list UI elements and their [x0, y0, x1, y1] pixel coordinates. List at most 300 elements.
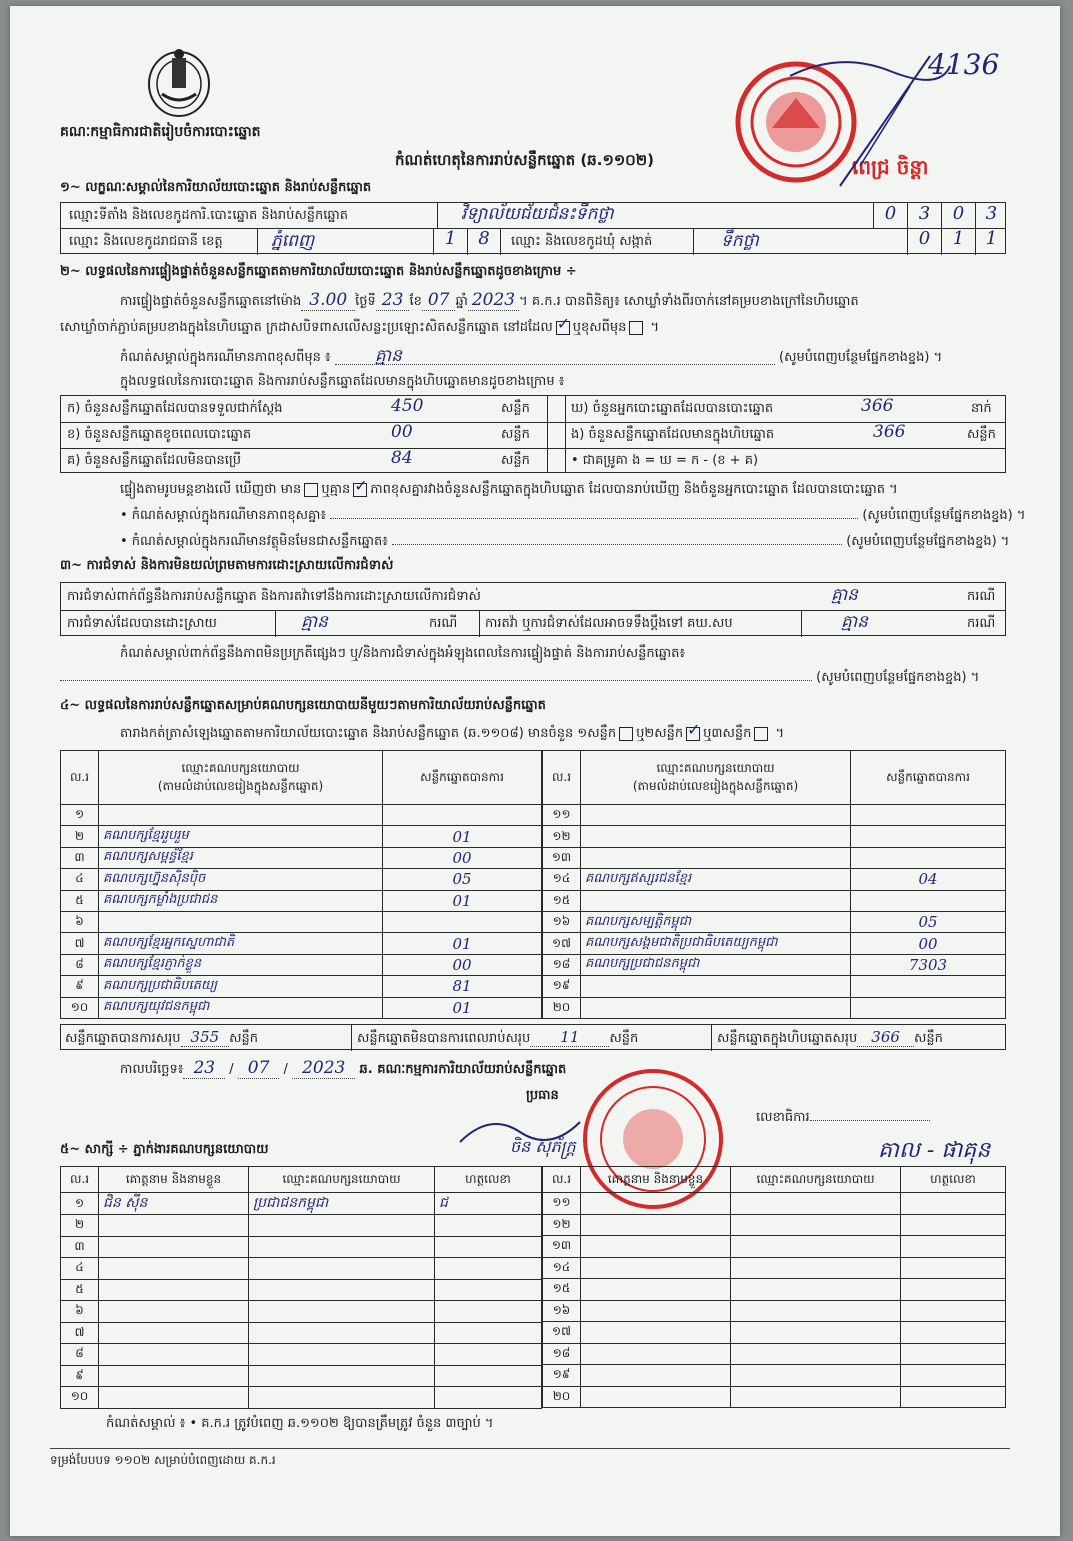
witness-row — [543, 1365, 1006, 1387]
col-sign-header: ហត្ថលេខា — [435, 1167, 542, 1193]
row-number: ៣ — [61, 1236, 99, 1258]
row-number: ៨ — [61, 1344, 99, 1366]
results-table-left — [60, 750, 542, 1019]
diff-no-checkbox[interactable] — [353, 483, 367, 497]
code-digit: 1 — [941, 228, 975, 255]
result-row — [61, 805, 542, 826]
count-table — [60, 395, 1006, 473]
objection-label: ការជំទាស់ពាក់ព័ន្ធនឹងការរាប់សន្លឹកឆ្នោត និងការតវ៉ាទៅនឹងការដោះស្រាយលើការជំទាស់ — [67, 589, 481, 604]
verify-line2: សោឃ្លាំចាក់ភ្ជាប់គម្របខាងក្នុងនៃហិបឆ្នោត ក្រដាសបិទពាសលើសន្លះប្រឡោះសិតសន្លឹកឆ្នោត នៅដដែល✓ ឬខុសពីមុន ។ — [60, 320, 659, 336]
count-b-unit: សន្លឹក — [501, 427, 530, 442]
row-number: ៧ — [61, 1322, 99, 1344]
witness-party — [249, 1215, 435, 1237]
signing-date: កាលបរិច្ឆេទ៖ 23 / 07 / 2023 ឆ. គណៈកម្មការការិយាល័យរាប់សន្លឹកឆ្នោត — [120, 1058, 567, 1078]
party-votes: 01 — [383, 997, 542, 1018]
party-name: គណបក្សខ្មែរអ្នកស្នេហាជាតិ — [99, 933, 383, 954]
resolved-unit: ករណី — [429, 616, 458, 631]
witness-name — [581, 1257, 731, 1279]
row-number: ៩ — [61, 1365, 99, 1387]
witness-party — [249, 1258, 435, 1280]
row-number: ៥ — [61, 1279, 99, 1301]
chair-label: ប្រធាន — [526, 1088, 559, 1103]
secretary-label — [756, 1110, 930, 1126]
witness-signature — [901, 1279, 1006, 1301]
party-name: គណបក្សកម្លាំងប្រជាជន — [99, 890, 383, 911]
party-votes: 00 — [383, 847, 542, 868]
appeal-value: គ្មាន — [841, 612, 868, 632]
row-number: ១៤ — [543, 1257, 581, 1279]
col-votes-header: សន្លឹកឆ្នោតបានការ — [851, 751, 1006, 805]
one-sheet-checkbox[interactable] — [619, 727, 633, 741]
party-name: គណបក្សសម្ពន្ធ័ខ្មែរ — [99, 847, 383, 868]
row-number: ១២ — [543, 826, 581, 847]
verify-day-label: ថ្ងៃទី — [355, 294, 376, 309]
row-number: ២ — [61, 1215, 99, 1237]
stamp-number: 4136 — [928, 48, 1000, 81]
col-party-title: ឈ្មោះគណបក្សនយោបាយ — [181, 760, 300, 775]
province-value: ភ្នំពេញ — [271, 231, 315, 251]
party-name — [581, 997, 851, 1018]
witness-party — [731, 1279, 901, 1301]
row-number: ៥ — [61, 890, 99, 911]
witness-row — [543, 1300, 1006, 1322]
row-number: ១៥ — [543, 890, 581, 911]
col-no-header: ល.រ — [61, 1167, 99, 1193]
section2-heading: ២~ លទ្ធផលនៃការផ្ទៀងផ្ទាត់ចំនួនសន្លឹកឆ្នោតតាមការិយាល័យបោះឆ្នោត និងរាប់សន្លឹកឆ្នោតដូចខាងក្រោម ÷ — [60, 264, 577, 279]
col-party-header — [581, 751, 851, 805]
commune-label: ឈ្មោះ និងលេខកូដឃុំ សង្កាត់ — [511, 234, 653, 249]
party-name: គណបក្សសម្បត្តិកម្ពុជា — [581, 911, 851, 932]
stamp-name: ពេជ្រ ចិន្តា — [852, 155, 929, 179]
witness-row — [61, 1344, 542, 1366]
count-c-label: គ) ចំនួនសន្លឹកឆ្នោតដែលមិនបានប្រើ — [67, 453, 241, 468]
witness-signature — [901, 1193, 1006, 1215]
witness-party — [731, 1365, 901, 1387]
party-name: គណបក្សសង្គមជាតិប្រជាធិបតេយ្យកម្ពុជា — [581, 933, 851, 954]
result-row — [61, 954, 542, 975]
result-row — [543, 869, 1006, 890]
result-row — [543, 847, 1006, 868]
party-name — [581, 890, 851, 911]
totals-row — [60, 1024, 1006, 1050]
appeal-unit: ករណី — [967, 616, 996, 631]
code-digit: 1 — [975, 228, 1007, 255]
count-e-label: ង) ចំនួនសន្លឹកឆ្នោតដែលមានក្នុងហិបឆ្នោត — [571, 427, 775, 442]
witness-party — [731, 1236, 901, 1258]
three-sheet-checkbox[interactable] — [754, 727, 768, 741]
witness-party: ប្រជាជនកម្ពុជា — [249, 1193, 435, 1215]
witness-row — [61, 1301, 542, 1323]
total-valid — [65, 1029, 258, 1047]
witness-row — [543, 1322, 1006, 1344]
witness-name — [581, 1236, 731, 1258]
row-number: ៦ — [61, 911, 99, 932]
witness-name — [581, 1386, 731, 1408]
bullet-foreign-label: • កំណត់សម្គាល់ក្នុងករណីមានវត្ថុមិនមែនជាសន្លឹកឆ្នោត៖ — [120, 534, 388, 549]
section4-heading: ៤~ លទ្ធផលនៃការរាប់សន្លឹកឆ្នោតសម្រាប់គណបក្សនយោបាយនីមួយៗតាមការិយាល័យរាប់សន្លឹកឆ្នោត — [60, 698, 546, 713]
appeal-label: ការតវ៉ា ឬការជំទាស់ដែលអាចទទឹងប្តឹងទៅ គឃ.សប — [485, 616, 733, 631]
witness-row — [61, 1279, 542, 1301]
verify-text: ។ គ.ក.រ បានពិនិត្យ៖ សោឃ្លាំទាំងពីរចាក់នៅគម្របខាងក្រៅនៃហិបឆ្នោត — [519, 294, 859, 309]
party-name: គណបក្សយុវជនកម្ពុជា — [99, 997, 383, 1018]
witness-row — [543, 1193, 1006, 1215]
col-votes-header: សន្លឹកឆ្នោតបានការ — [383, 751, 542, 805]
witness-name — [581, 1322, 731, 1344]
verify-day: 23 — [376, 290, 410, 311]
date-day: 23 — [183, 1058, 225, 1079]
witness-row — [61, 1387, 542, 1409]
irregularity-note: កំណត់សម្គាល់ពាក់ព័ន្ធនឹងភាពមិនប្រក្រតីផ្សេងៗ ឬ/និងការជំទាស់ក្នុងអំឡុងពេលនៃការផ្ទៀងផ្ទាត់ និងការរាប់សន្លឹកឆ្នោត៖ — [120, 646, 686, 661]
row-number: ៤ — [61, 1258, 99, 1280]
row-number: ១១ — [543, 805, 581, 826]
witness-party — [249, 1365, 435, 1387]
fill-note: (សូមបំពេញបន្ថែមផ្នែកខាងខ្នង) ។ — [779, 350, 943, 365]
result-row — [543, 933, 1006, 954]
witness-row — [61, 1322, 542, 1344]
difference-note-label: កំណត់សម្គាល់ក្នុងករណីមានភាពខុសពីមុន ៖ — [120, 350, 331, 365]
results-intro: ក្នុងលទ្ធផលនៃការបោះឆ្នោត និងការរាប់សន្លឹកឆ្នោតដែលមានក្នុងហិបឆ្នោតមានដូចខាងក្រោម ៖ — [120, 374, 565, 389]
count-d-value: 366 — [861, 396, 894, 416]
witness-name — [581, 1214, 731, 1236]
three-sheet-label: ឬ៣សន្លឹក — [703, 726, 752, 741]
col-party-header: ឈ្មោះគណបក្សនយោបាយ — [731, 1167, 901, 1193]
committee-name: គណៈកម្មាធិការជាតិរៀបចំការបោះឆ្នោត — [60, 124, 261, 140]
verify-time: 3.00 — [301, 290, 355, 311]
witness-name — [99, 1387, 249, 1409]
party-votes — [851, 890, 1006, 911]
witness-party — [731, 1214, 901, 1236]
code-digit: 1 — [433, 228, 467, 255]
row-number: ៩ — [61, 976, 99, 997]
count-a-label: ក) ចំនួនសន្លឹកឆ្នោតដែលបានទទួលជាក់ស្តែង — [67, 401, 283, 416]
count-a-value: 450 — [391, 396, 424, 416]
witness-name — [99, 1344, 249, 1366]
witness-signature — [901, 1236, 1006, 1258]
witness-party — [731, 1322, 901, 1344]
total-invalid — [357, 1029, 638, 1047]
col-no-header: ល.រ — [543, 751, 581, 805]
resolved-value: គ្មាន — [301, 612, 328, 632]
date-month: 07 — [238, 1058, 280, 1079]
different-checkbox[interactable] — [629, 321, 643, 335]
objection-value: គ្មាន — [831, 585, 858, 605]
col-party-title: ឈ្មោះគណបក្សនយោបាយ — [656, 760, 775, 775]
row-number: ៧ — [61, 933, 99, 954]
witness-name — [99, 1279, 249, 1301]
total-box — [717, 1029, 943, 1047]
count-formula: • ជាគម្រូគា ង = ឃ = ក - (ខ + គ) — [571, 453, 759, 468]
col-party-subtitle: (តាមលំដាប់លេខរៀងក្នុងសន្លឹកឆ្នោត) — [632, 778, 799, 793]
witness-party — [249, 1236, 435, 1258]
party-votes: 01 — [383, 826, 542, 847]
row-number: ១ — [61, 1193, 99, 1215]
witness-name — [581, 1365, 731, 1387]
witness-name — [581, 1193, 731, 1215]
witness-signature — [901, 1300, 1006, 1322]
witness-signature — [435, 1301, 542, 1323]
province-label: ឈ្មោះ និងលេខកូដរាជធានី ខេត្ត — [69, 234, 223, 249]
col-sign-header: ហត្ថលេខា — [901, 1167, 1006, 1193]
final-note: កំណត់សម្គាល់ ៖ • គ.ក.រ ត្រូវបំពេញ ឆ.១១០២ ឱ្យបានត្រឹមត្រូវ ចំនួន ៣ច្បាប់ ។ — [106, 1416, 494, 1431]
row-number: ៤ — [61, 869, 99, 890]
section1-table — [60, 202, 1006, 254]
form-sheet — [10, 6, 1060, 1536]
result-row — [543, 911, 1006, 932]
witness-signature — [435, 1258, 542, 1280]
bullet-foreign-object — [120, 534, 1010, 550]
witness-row — [543, 1236, 1006, 1258]
party-votes — [851, 847, 1006, 868]
party-votes: 81 — [383, 976, 542, 997]
form-title: កំណត់ហេតុនៃការរាប់សន្លឹកឆ្នោត (ឆ.១១០២) — [395, 151, 655, 169]
witness-name — [99, 1322, 249, 1344]
total-box-label: សន្លឹកឆ្នោតក្នុងហិបឆ្នោតសរុប — [717, 1031, 858, 1046]
witness-table-left — [60, 1166, 542, 1409]
row-number: ១៥ — [543, 1279, 581, 1301]
row-number: ១៦ — [543, 911, 581, 932]
code-digit: 0 — [873, 203, 907, 228]
result-row — [61, 911, 542, 932]
count-b-value: 00 — [391, 422, 413, 442]
witness-row — [61, 1215, 542, 1237]
footer-text: ទម្រង់បែបបទ ១១០២ សម្រាប់បំពេញដោយ គ.ក.រ — [50, 1453, 276, 1467]
witness-signature — [435, 1279, 542, 1301]
count-e-unit: សន្លឹក — [967, 427, 996, 442]
diff-yes-checkbox[interactable] — [304, 483, 318, 497]
result-row — [61, 869, 542, 890]
total-valid-value: 355 — [181, 1028, 230, 1047]
party-name — [581, 847, 851, 868]
bullet-difference — [120, 508, 1026, 524]
row-number: ១៦ — [543, 1300, 581, 1322]
row-number: ១៧ — [543, 1322, 581, 1344]
col-no-header: ល.រ — [61, 751, 99, 805]
witness-signature — [435, 1215, 542, 1237]
row-number: ១៣ — [543, 847, 581, 868]
witness-party — [249, 1387, 435, 1409]
section1-heading: ១~ លក្ខណៈសម្គាល់នៃការិយាល័យបោះឆ្នោត និងរាប់សន្លឹកឆ្នោត — [60, 180, 372, 195]
witness-party — [731, 1193, 901, 1215]
two-sheet-label: ឬ២សន្លឹក — [636, 726, 684, 741]
row-number: ១ — [61, 805, 99, 826]
party-name: គណបក្សឥស្សរជនខ្មែរ — [581, 869, 851, 890]
witness-signature — [901, 1214, 1006, 1236]
witness-row — [61, 1365, 542, 1387]
result-row — [61, 997, 542, 1018]
total-invalid-label: សន្លឹកឆ្នោតមិនបានការពេលរាប់សរុប — [357, 1031, 531, 1046]
witness-row — [543, 1214, 1006, 1236]
result-row — [61, 890, 542, 911]
total-box-value: 366 — [857, 1028, 914, 1047]
witness-signature — [901, 1322, 1006, 1344]
bullet-difference-label: • កំណត់សម្គាល់ក្នុងករណីមានភាពខុសគ្នា៖ — [120, 508, 327, 523]
col-party-header: ឈ្មោះគណបក្សនយោបាយ — [249, 1167, 435, 1193]
witness-row — [61, 1258, 542, 1280]
row-number: ១៤ — [543, 869, 581, 890]
party-name: គណបក្សហ្វ៊ុនស៊ិនប៉ិច — [99, 869, 383, 890]
party-name: គណបក្សប្រជាជនកម្ពុជា — [581, 954, 851, 975]
party-votes — [851, 805, 1006, 826]
row-number: ២០ — [543, 1386, 581, 1408]
result-row — [61, 933, 542, 954]
party-votes: 01 — [383, 933, 542, 954]
irregularity-note-line — [60, 670, 1010, 686]
party-votes — [851, 826, 1006, 847]
result-row — [543, 997, 1006, 1018]
verify-line3 — [120, 348, 1010, 366]
row-number: ៨ — [61, 954, 99, 975]
count-d-label: ឃ) ចំនួនអ្នកបោះឆ្នោតដែលបានបោះឆ្នោត — [571, 401, 774, 416]
province-code — [433, 228, 501, 255]
result-row — [61, 976, 542, 997]
witness-signature — [901, 1343, 1006, 1365]
verify-line1 — [120, 292, 859, 310]
section5-heading: ៥~ សាក្សី ÷ ភ្នាក់ងារគណបក្សនយោបាយ — [60, 1142, 269, 1157]
verify-month: 07 — [422, 290, 456, 311]
result-row — [543, 890, 1006, 911]
row-number: ២០ — [543, 997, 581, 1018]
witness-name — [99, 1365, 249, 1387]
party-name — [581, 976, 851, 997]
row-number: ១២ — [543, 1214, 581, 1236]
witness-signature — [435, 1344, 542, 1366]
party-votes: 04 — [851, 869, 1006, 890]
location-label: ឈ្មោះទីតាំង និងលេខកូដការិ.បោះឆ្នោត និងរាប់សន្លឹកឆ្នោត — [69, 208, 348, 223]
objection-unit: ករណី — [967, 589, 996, 604]
witness-signature — [435, 1365, 542, 1387]
fill-note: (សូមបំពេញបន្ថែមផ្នែកខាងខ្នង) ។ — [862, 508, 1026, 523]
witness-party — [731, 1343, 901, 1365]
row-number: ១៩ — [543, 1365, 581, 1387]
row-number: ១៨ — [543, 954, 581, 975]
witness-party — [249, 1279, 435, 1301]
diff-no-label: ឬគ្មាន — [321, 482, 351, 497]
count-b-label: ខ) ចំនួនសន្លឹកឆ្នោតខូចពេលបោះឆ្នោត — [67, 427, 252, 442]
witness-row — [61, 1193, 542, 1215]
witness-signature — [435, 1387, 542, 1409]
witness-row — [61, 1236, 542, 1258]
diff-yes-label: ផ្ទៀងតាមរូបមន្តខាងលើ ឃើញថា មាន — [120, 482, 302, 497]
row-number: ១៨ — [543, 1343, 581, 1365]
row-number: ៦ — [61, 1301, 99, 1323]
two-sheet-checkbox[interactable] — [686, 727, 700, 741]
witness-name — [581, 1343, 731, 1365]
fill-note: (សូមបំពេញបន្ថែមផ្នែកខាងខ្នង) ។ — [846, 534, 1010, 549]
verify-year-label: ឆ្នាំ — [455, 294, 468, 309]
witness-name: ជិន ស៊ីន — [99, 1193, 249, 1215]
row-number: ៣ — [61, 847, 99, 868]
count-a-unit: សន្លឹក — [501, 401, 530, 416]
objection-table — [60, 582, 1006, 636]
committee-label: ឆ. គណៈកម្មការការិយាល័យរាប់សន្លឹកឆ្នោត — [359, 1062, 567, 1077]
commune-code — [907, 228, 1007, 255]
count-c-unit: សន្លឹក — [501, 453, 530, 468]
party-name — [99, 911, 383, 932]
total-valid-label: សន្លឹកឆ្នោតបានការសរុប — [65, 1031, 181, 1046]
col-party-subtitle: (តាមលំដាប់លេខរៀងក្នុងសន្លឹកឆ្នោត) — [157, 778, 324, 793]
secretary-name: គាល - ផាគុន — [878, 1138, 991, 1163]
emblem-logo — [142, 44, 216, 120]
resolved-label: ការជំទាស់ដែលបានដោះស្រាយ — [67, 616, 217, 631]
results-table-right — [542, 750, 1006, 1019]
witness-signature — [901, 1257, 1006, 1279]
party-votes — [383, 805, 542, 826]
difference-note-value: គ្មាន — [335, 348, 775, 365]
witness-name — [99, 1215, 249, 1237]
witness-signature — [435, 1236, 542, 1258]
difference-check-line — [120, 482, 898, 498]
commune-value: ទឹកថ្លា — [721, 231, 759, 251]
total-box-unit: សន្លឹក — [913, 1031, 943, 1046]
witness-name — [581, 1279, 731, 1301]
total-valid-unit: សន្លឹក — [229, 1031, 259, 1046]
tally-sheet-text: តារាងកត់ត្រាសំឡេងឆ្នោតតាមការិយាល័យបោះឆ្នោត និងរាប់សន្លឹកឆ្នោត (ឆ.១១០៨) មានចំនួន ១សន្លឹក — [120, 726, 617, 741]
total-invalid-value: 11 — [530, 1028, 609, 1047]
tally-sheet-line: តារាងកត់ត្រាសំឡេងឆ្នោតតាមការិយាល័យបោះឆ្នោត និងរាប់សន្លឹកឆ្នោត (ឆ.១១០៨) មានចំនួន ១សន្លឹក ឬ២សន្លឹក✓ ឬ៣សន្លឹក ។ — [120, 726, 784, 742]
party-votes — [851, 976, 1006, 997]
result-row — [543, 805, 1006, 826]
witness-signature — [901, 1365, 1006, 1387]
party-votes: 00 — [851, 933, 1006, 954]
count-c-value: 84 — [391, 448, 413, 468]
location-code — [873, 203, 1007, 228]
code-digit: 3 — [907, 203, 941, 228]
witness-party — [249, 1322, 435, 1344]
witness-signature — [435, 1322, 542, 1344]
code-digit: 3 — [975, 203, 1007, 228]
location-value: វិទ្យាល័យជ័យជំនះទឹកថ្លា — [461, 204, 614, 224]
witness-party — [731, 1300, 901, 1322]
row-number: ១០ — [61, 1387, 99, 1409]
verify-year: 2023 — [468, 290, 519, 311]
code-digit: 0 — [941, 203, 975, 228]
count-e-value: 366 — [873, 422, 906, 442]
same-checkbox[interactable] — [556, 321, 570, 335]
party-votes: 00 — [383, 954, 542, 975]
witness-party — [249, 1301, 435, 1323]
party-votes: 7303 — [851, 954, 1006, 975]
witness-row — [543, 1279, 1006, 1301]
party-name: គណបក្សខ្មែរភ្ញាក់ខ្លួន — [99, 954, 383, 975]
chair-name: ចិន សុភ័ក្ត្រ — [510, 1137, 576, 1156]
code-digit: 8 — [467, 228, 501, 255]
verify-text2: សោឃ្លាំចាក់ភ្ជាប់គម្របខាងក្នុងនៃហិបឆ្នោត ក្រដាសបិទពាសលើសន្លះប្រឡោះសិតសន្លឹកឆ្នោត នៅដដែល — [60, 320, 553, 335]
witness-row — [543, 1386, 1006, 1408]
result-row — [543, 954, 1006, 975]
witness-party — [731, 1386, 901, 1408]
different-label: ឬខុសពីមុន — [572, 320, 627, 335]
witness-name — [99, 1236, 249, 1258]
party-name: គណបក្សប្រជាធិបតេយ្យ — [99, 976, 383, 997]
party-votes — [851, 997, 1006, 1018]
fill-note: (សូមបំពេញបន្ថែមផ្នែកខាងខ្នង) ។ — [816, 670, 980, 685]
witness-table-right — [542, 1166, 1006, 1408]
row-number: ១០ — [61, 997, 99, 1018]
witness-name — [581, 1300, 731, 1322]
count-d-unit: នាក់ — [971, 401, 992, 416]
row-number: ២ — [61, 826, 99, 847]
party-votes — [383, 911, 542, 932]
row-number: ១៣ — [543, 1236, 581, 1258]
witness-name — [99, 1301, 249, 1323]
party-name — [581, 826, 851, 847]
diff-text: ភាពខុសគ្នារវាងចំនួនសន្លឹកឆ្នោតក្នុងហិបឆ្នោត ដែលបានរាប់ឃើញ និងចំនួនអ្នកបោះឆ្នោត ដែលបានបោះឆ្នោត ។ — [370, 482, 898, 497]
code-digit: 0 — [907, 228, 941, 255]
row-number: ១៩ — [543, 976, 581, 997]
col-no-header: ល.រ — [543, 1167, 581, 1193]
col-party-header — [99, 751, 383, 805]
verify-time-label: ការផ្ទៀងផ្ទាត់ចំនួនសន្លឹកឆ្នោតនៅម៉ោង — [120, 294, 302, 309]
